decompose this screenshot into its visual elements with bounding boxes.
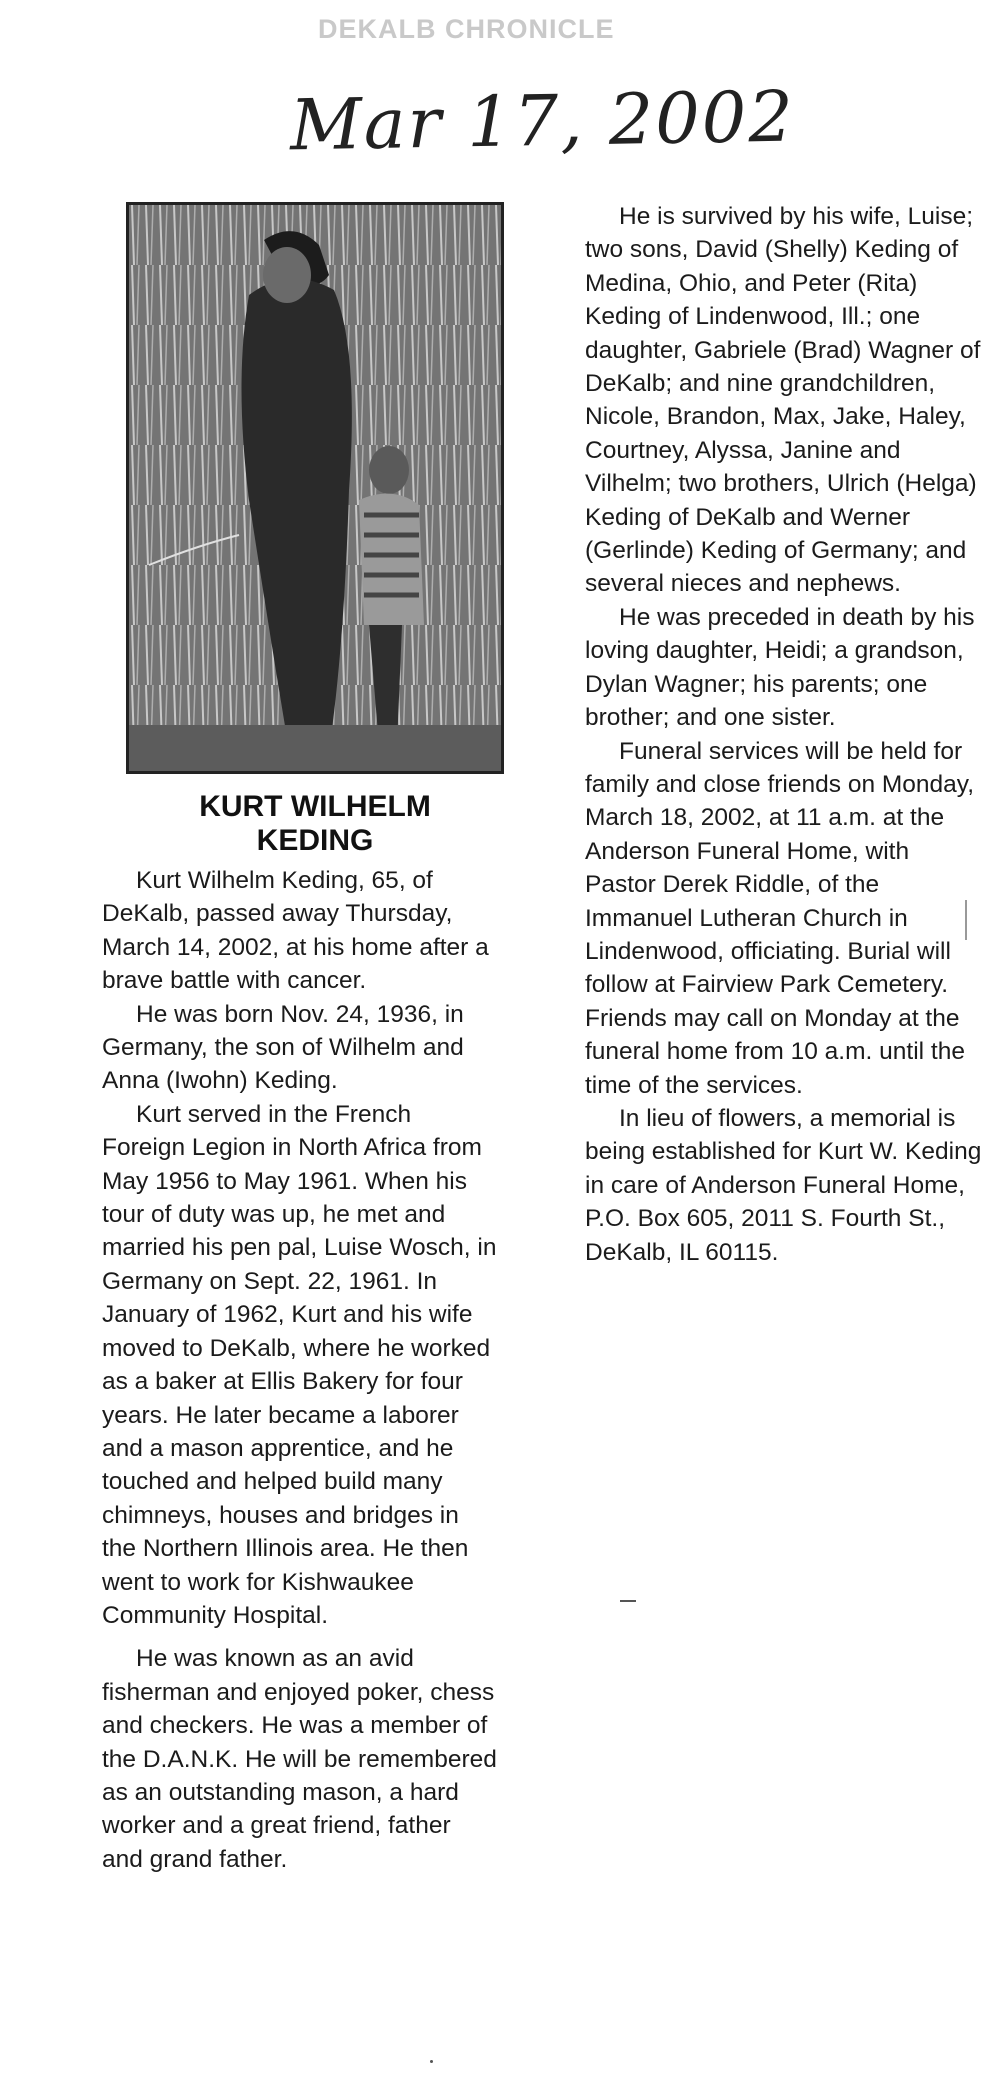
print-speck bbox=[620, 1600, 636, 1602]
paragraph-preceded-in-death: He was preceded in death by his loving daughter, Heidi; a grandson, Dylan Wagner; his parents; one brother; and one sister. bbox=[585, 603, 975, 732]
paragraph-death-notice: Kurt Wilhelm Keding, 65, of DeKalb, passed away Thursday, March 14, 2002, at his home after a brave battle with cancer. bbox=[102, 867, 489, 995]
obituary-left-column bbox=[102, 864, 497, 1876]
obituary-photo bbox=[126, 202, 504, 774]
paragraph-funeral-services: Funeral services will be held for family and close friends on Monday, March 18, 2002, at 11 a.m. at the Anderson Funeral Home, with Pastor Derek Riddle, of the Immanuel Lutheran Church in Lindenwood, officiating. Burial will follow at Fairview Park Cemetery. Friends may call on Monday at the funeral home from 10 a.m. until the time of the services. bbox=[585, 737, 975, 1099]
paragraph-hobbies: He was known as an avid fisherman and enjoyed poker, chess and checkers. He was a member of the D.A.N.K. He will be remembered as an outstanding mason, a hard worker and a great friend, father and grand father. bbox=[102, 1645, 497, 1873]
newspaper-source-stamp: DEKALB CHRONICLE bbox=[318, 14, 615, 44]
obituary-headline bbox=[126, 790, 504, 858]
obituary-right-column bbox=[585, 200, 985, 1269]
paragraph-birth: He was born Nov. 24, 1936, in Germany, the son of Wilhelm and Anna (Iwohn) Keding. bbox=[102, 1000, 464, 1095]
paragraph-career: Kurt served in the French Foreign Legion in North Africa from May 1956 to May 1961. When his tour of duty was up, he met and married his pen pal, Luise Wosch, in Germany on Sept. 22, 1961. In January of 1962, Kurt and his wife moved to DeKalb, where he worked as a baker at Ellis Bakery for four years. He later became a laborer and a mason apprentice, and he touched and helped build many chimneys, houses and bridges in the Northern Illinois area. He then went to work for Kishwaukee Community Hospital. bbox=[102, 1100, 497, 1629]
handwritten-date: Mar 17, 2002 bbox=[289, 75, 796, 167]
print-speck bbox=[430, 2060, 433, 2063]
headline-name-line-1: KURT WILHELM bbox=[199, 790, 431, 823]
photo-fisherman-in-reeds bbox=[129, 205, 501, 771]
print-speck bbox=[965, 900, 967, 940]
paragraph-survivors: He is survived by his wife, Luise; two sons, David (Shelly) Keding of Medina, Ohio, and Peter (Rita) Keding of Lindenwood, Ill.; one daughter, Gabriele (Brad) Wagner of DeKalb; and nine grandchildren, Nicole, Brandon, Max, Jake, Haley, Courtney, Alyssa, Janine and Vilhelm; two brothers, Ulrich (Helga) Keding of DeKalb and Werner (Gerlinde) Keding of Germany; and several nieces and nephews. bbox=[585, 203, 981, 598]
paragraph-memorial: In lieu of flowers, a memorial is being established for Kurt W. Keding in care of Anderson Funeral Home, P.O. Box 605, 2011 S. Fourth St., DeKalb, IL 60115. bbox=[585, 1104, 982, 1266]
headline-name-line-2: KEDING bbox=[256, 824, 374, 857]
